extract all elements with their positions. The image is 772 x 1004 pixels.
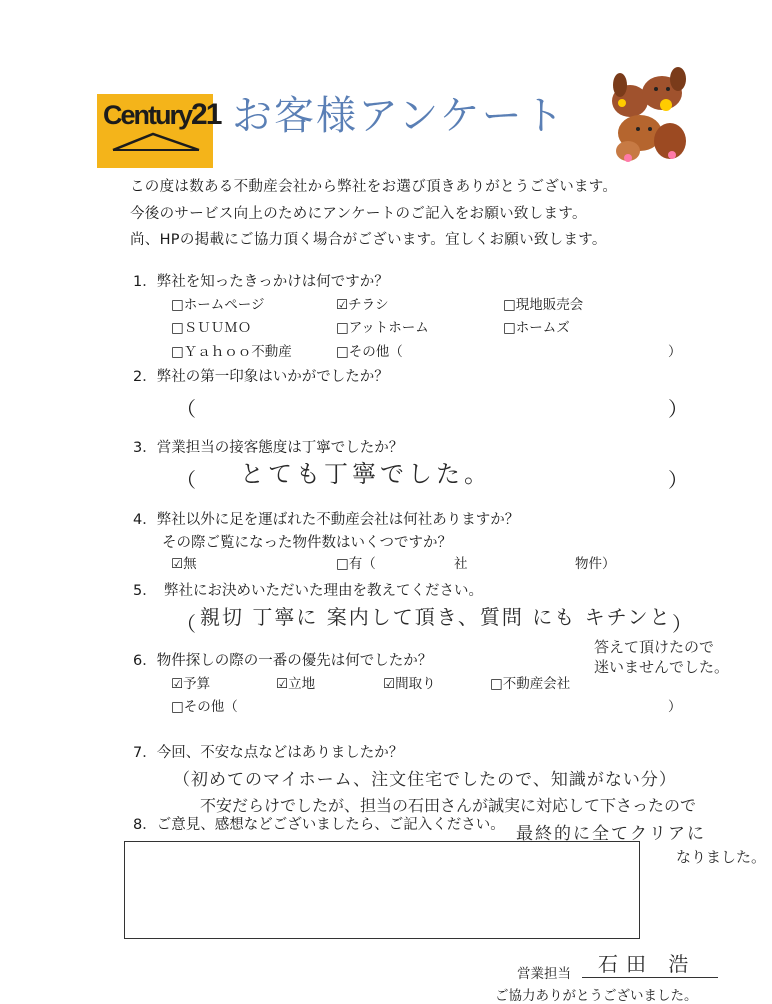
checked-box-icon: ☑ (336, 297, 349, 313)
intro-line-1: この度は数ある不動産会社から弊社をお選び頂きありがとうございます。 (130, 179, 618, 195)
q1-question: 1．弊社を知ったきっかけは何ですか？ (133, 274, 389, 290)
q6-option-layout[interactable]: ☑間取り (383, 676, 436, 692)
logo-roof-icon (111, 130, 201, 152)
q7-handwritten-answer-line4: なりました。 (676, 848, 767, 866)
q6-option-other[interactable]: □その他（ (171, 699, 238, 715)
q4-companies-unit: 社 (454, 556, 468, 572)
staff-signature-line (582, 977, 718, 978)
comment-box[interactable] (124, 841, 640, 939)
q2-question: 2．弊社の第一印象はいかがでしたか？ (133, 369, 389, 385)
checked-box-icon: ☑ (276, 676, 289, 692)
q1-option-yahoo[interactable]: □Ｙａｈｏｏ不動産 (171, 344, 292, 360)
q5-handwritten-answer-line1: 親切 丁寧に 案内して頂き、質問 にも キチンと (200, 605, 672, 629)
q6-other-close: ） (668, 699, 682, 715)
q5-handwritten-answer-line2: 答えて頂けたので (594, 638, 715, 656)
q3-open-paren: （ (176, 468, 196, 492)
q1-option-flyer[interactable]: ☑チラシ (336, 297, 389, 313)
q6-option-agency[interactable]: □不動産会社 (490, 676, 571, 692)
q5-question: 5． 弊社にお決めいただいた理由を教えてください。 (133, 583, 483, 599)
staff-label: 営業担当 (517, 966, 571, 982)
century21-logo (97, 94, 221, 168)
q4-question: 4．弊社以外に足を運ばれた不動産会社は何社ありますか？ (133, 512, 520, 528)
checked-box-icon: ☑ (171, 676, 184, 692)
intro-line-3: 尚、HPの掲載にご協力頂く場合がございます。宜しくお願い致します。 (130, 232, 607, 248)
q7-handwritten-answer-line1: （初めてのマイホーム、注文住宅でしたので、知識がない分） (173, 770, 677, 790)
q2-open-paren: （ (176, 397, 196, 421)
q7-question: 7．今回、不安な点などはありましたか？ (133, 745, 404, 761)
q4-option-some[interactable]: □有（ (336, 556, 376, 572)
q1-option-other[interactable]: □その他（ (336, 344, 403, 360)
dog-mascots-illustration (600, 63, 692, 168)
checked-box-icon: ☑ (171, 556, 184, 572)
q7-handwritten-answer-line2: 不安だらけでしたが、担当の石田さんが誠実に対応して下さったので (200, 796, 697, 815)
q1-option-open-house[interactable]: □現地販売会 (503, 297, 584, 313)
q4-properties-unit: 物件） (575, 556, 616, 572)
q7-handwritten-answer-line3: 最終的に全てクリアに (516, 824, 706, 844)
q6-option-location[interactable]: ☑立地 (276, 676, 316, 692)
q1-other-close: ） (668, 344, 682, 360)
q3-close-paren: ） (668, 468, 688, 492)
staff-name-handwritten: 石田 浩 (598, 952, 697, 976)
q1-option-suumo[interactable]: □ＳＵＵＭＯ (171, 320, 252, 336)
q6-question: 6．物件探しの際の一番の優先は何でしたか？ (133, 653, 433, 669)
q1-option-homepage[interactable]: □ホームページ (171, 297, 265, 313)
q1-option-homes[interactable]: □ホームズ (503, 320, 570, 336)
q5-handwritten-answer-line3: 迷いませんでした。 (594, 658, 730, 676)
thanks-text: ご協力ありがとうございました。 (495, 988, 698, 1004)
q3-handwritten-answer: とても丁寧でした。 (240, 460, 492, 488)
q5-open-paren: （ (176, 612, 196, 636)
q3-question: 3．営業担当の接客態度は丁寧でしたか？ (133, 440, 404, 456)
logo-wordmark: Century21 (103, 98, 221, 131)
page-title: お客様アンケート (232, 93, 566, 139)
q6-option-budget[interactable]: ☑予算 (171, 676, 211, 692)
q8-question: 8．ご意見、感想などございましたら、ご記入ください。 (133, 817, 505, 833)
q5-close-paren: ） (672, 612, 692, 636)
q4-subquestion: その際ご覧になった物件数はいくつですか？ (162, 535, 452, 551)
checked-box-icon: ☑ (383, 676, 396, 692)
q2-close-paren: ） (668, 397, 688, 421)
intro-line-2: 今後のサービス向上のためにアンケートのご記入をお願い致します。 (130, 206, 587, 222)
q4-option-none[interactable]: ☑無 (171, 556, 197, 572)
q1-option-athome[interactable]: □アットホーム (336, 320, 429, 336)
